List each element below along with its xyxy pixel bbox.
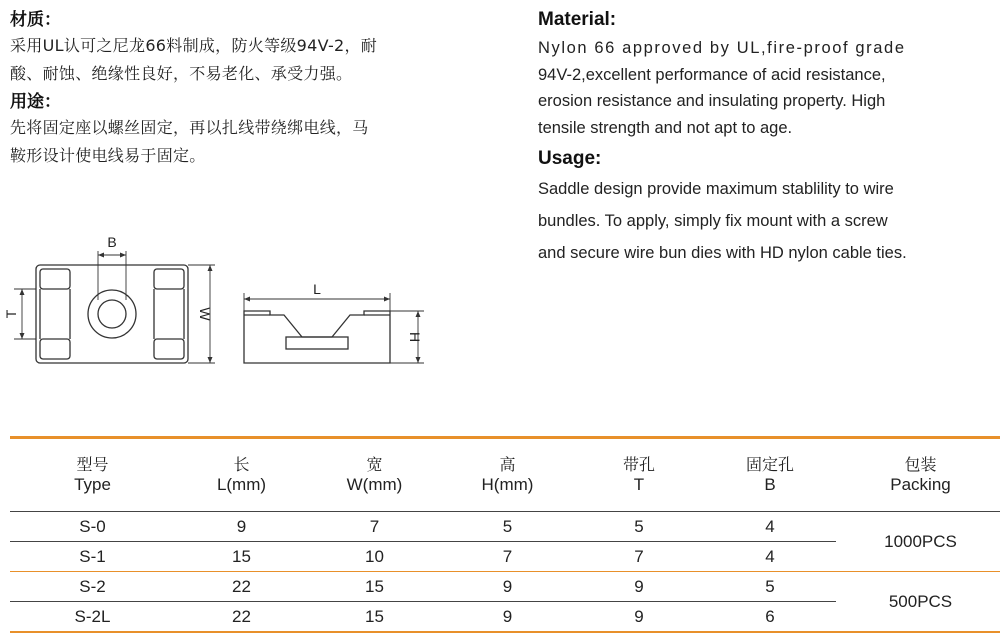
cell-length: 22 — [175, 572, 308, 602]
header-width: 宽 W(mm) — [308, 438, 441, 512]
cell-type: S-1 — [10, 542, 175, 572]
header-fix-hole: 固定孔 B — [704, 438, 836, 512]
cell-height: 5 — [441, 512, 574, 542]
spec-table — [10, 436, 1000, 633]
cell-width: 7 — [308, 512, 441, 542]
header-height: 高 H(mm) — [441, 438, 574, 512]
dim-label-t: T — [3, 309, 19, 319]
cell-width: 15 — [308, 572, 441, 602]
cn-material-line-2: 酸、耐蚀、绝缘性良好，不易老化、承受力强。 — [10, 64, 353, 83]
en-material-line-2: 94V-2,excellent performance of acid resistance, — [538, 65, 886, 84]
cell-tie-hole: 7 — [574, 542, 704, 572]
en-usage-line-3: and secure wire bun dies with HD nylon cable ties. — [538, 244, 907, 262]
header-type: 型号 Type — [10, 438, 175, 512]
cell-height: 7 — [441, 542, 574, 572]
header-tie-hole: 带孔 T — [574, 438, 704, 512]
en-material-text — [538, 35, 1000, 141]
cell-fix-hole: 4 — [704, 542, 836, 572]
dim-label-b: B — [107, 234, 117, 250]
cell-height: 9 — [441, 602, 574, 633]
en-usage-line-2: bundles. To apply, simply fix mount with a screw — [538, 212, 888, 230]
side-view — [244, 293, 424, 363]
cn-usage-line-1: 先将固定座以螺丝固定，再以扎线带绕绑电线，马 — [10, 118, 369, 137]
cell-type: S-0 — [10, 512, 175, 542]
cell-tie-hole: 9 — [574, 572, 704, 602]
header-packing: 包装 Packing — [836, 438, 1000, 512]
cell-type: S-2L — [10, 602, 175, 633]
cell-fix-hole: 4 — [704, 512, 836, 542]
cell-fix-hole: 5 — [704, 572, 836, 602]
cell-packing: 1000PCS — [836, 512, 1000, 572]
en-material-line-1: Nylon 66 approved by UL,fire-proof grade — [538, 39, 906, 57]
top-view — [14, 251, 215, 363]
cell-height: 9 — [441, 572, 574, 602]
english-description — [538, 8, 1000, 269]
header-length: 长 L(mm) — [175, 438, 308, 512]
cell-tie-hole: 5 — [574, 512, 704, 542]
en-material-line-4: tensile strength and not apt to age. — [538, 118, 793, 137]
cell-width: 10 — [308, 542, 441, 572]
cell-length: 9 — [175, 512, 308, 542]
table-row — [10, 572, 1000, 602]
dim-label-w: W — [197, 307, 213, 321]
en-usage-title: Usage: — [538, 148, 602, 169]
table-row — [10, 512, 1000, 542]
cell-width: 15 — [308, 602, 441, 633]
table-header-row — [10, 438, 1000, 512]
cell-length: 22 — [175, 602, 308, 633]
cn-material-title: 材质： — [10, 10, 61, 30]
dim-label-h: H — [407, 331, 423, 343]
dim-label-l: L — [313, 281, 321, 297]
en-usage-line-1: Saddle design provide maximum stablility to wire — [538, 180, 894, 198]
cable-tie-mount-drawing — [0, 225, 440, 375]
cn-material-line-1: 采用UL认可之尼龙66料制成，防火等级94V-2，耐 — [10, 36, 378, 55]
en-material-line-3: erosion resistance and insulating property. High — [538, 92, 886, 110]
cell-length: 15 — [175, 542, 308, 572]
cn-usage-title: 用途： — [10, 92, 61, 112]
cn-usage-line-2: 鞍形设计使电线易于固定。 — [10, 146, 206, 165]
chinese-description — [10, 8, 480, 170]
cell-packing: 500PCS — [836, 572, 1000, 633]
en-usage-text — [538, 173, 1000, 269]
cell-fix-hole: 6 — [704, 602, 836, 633]
cell-tie-hole: 9 — [574, 602, 704, 633]
en-material-title: Material: — [538, 9, 617, 30]
cell-type: S-2 — [10, 572, 175, 602]
